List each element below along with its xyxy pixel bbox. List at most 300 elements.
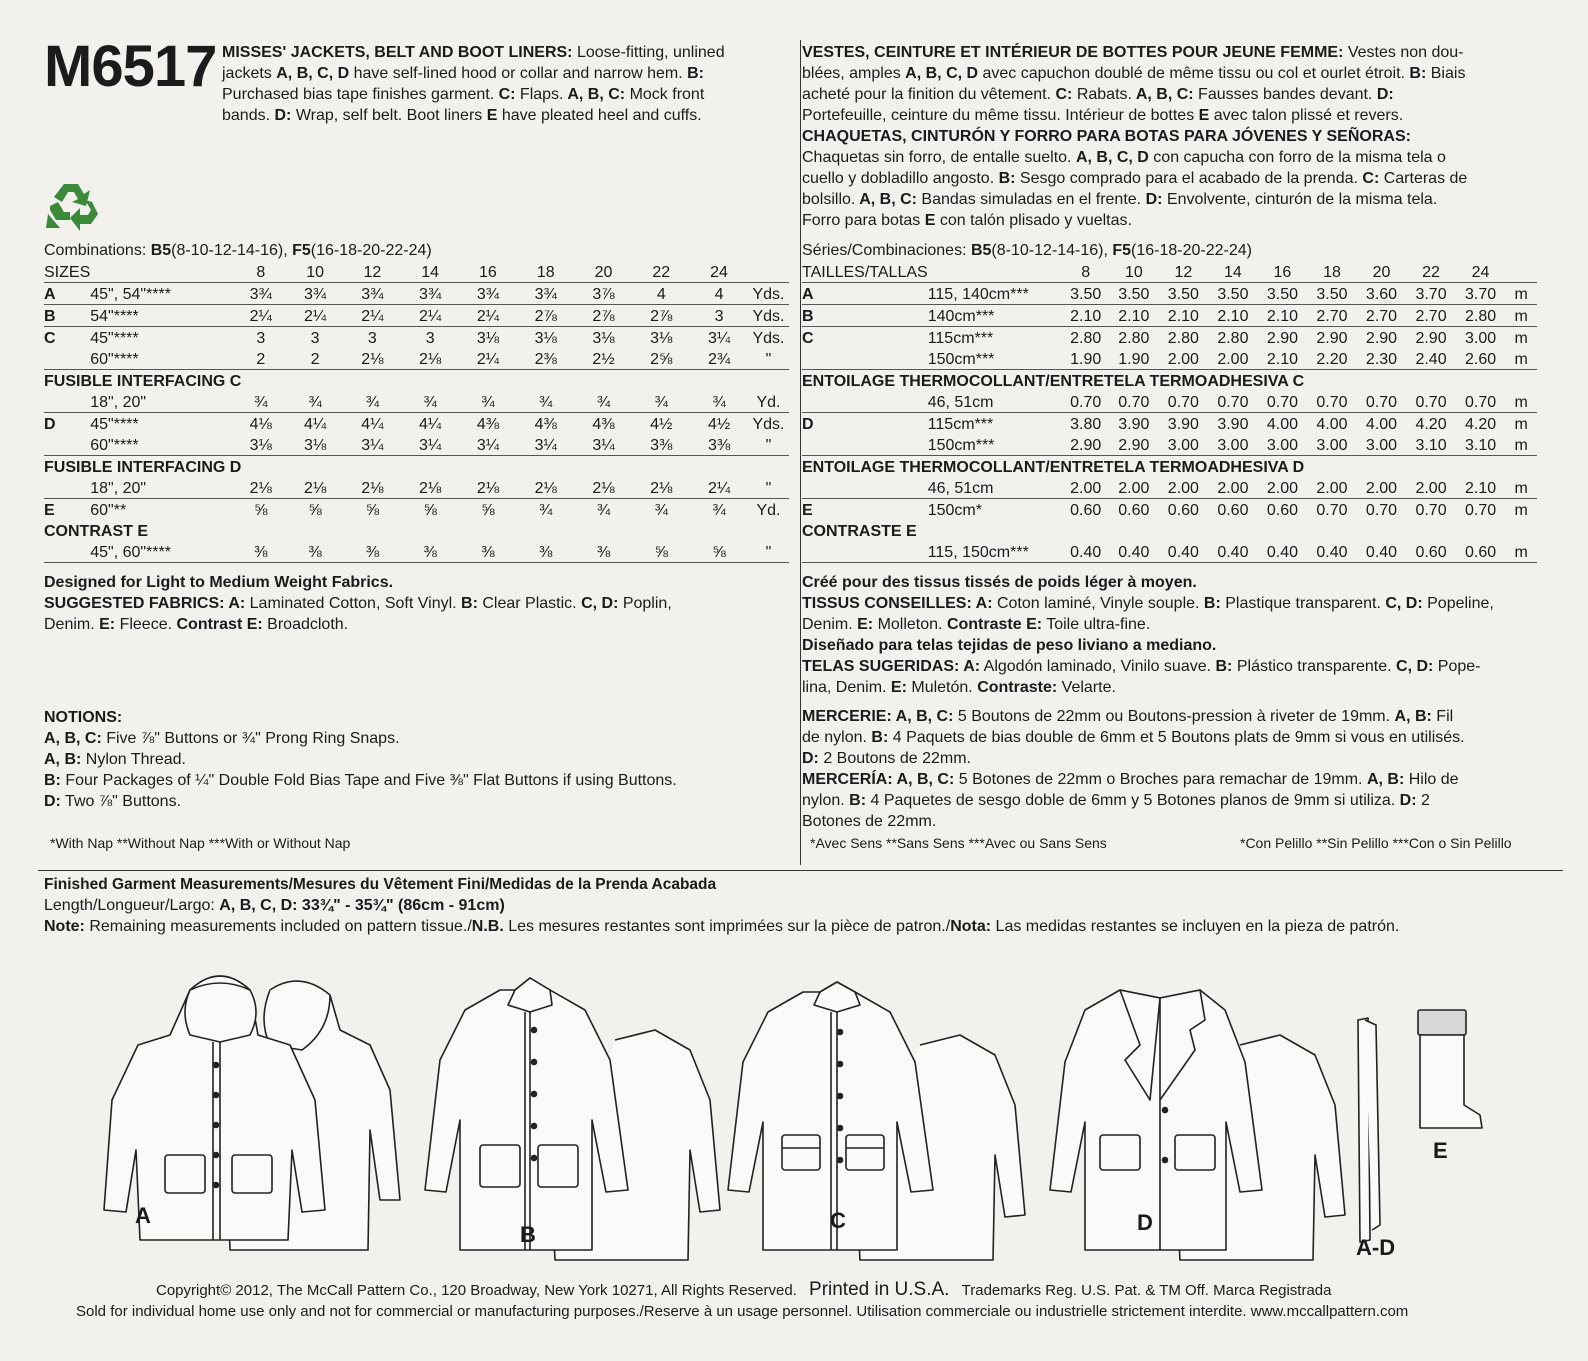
yardage-value: 2.00: [1159, 477, 1209, 499]
view-letter: [44, 541, 90, 563]
view-letter: D: [802, 416, 814, 433]
section-heading: FUSIBLE INTERFACING C: [44, 373, 242, 390]
yardage-value: ⅝: [254, 502, 268, 519]
header-cell: 22: [632, 261, 690, 283]
fabric-line: Diseñado para telas tejidas de peso liviano a mediano.: [802, 637, 1217, 654]
yardage-value: 2.00: [1406, 477, 1456, 499]
header-cell: 16: [459, 261, 517, 283]
fabric-width: 45"****: [90, 416, 139, 433]
header-cell: 14: [1208, 261, 1258, 283]
desc-line: bands. D: Wrap, self belt. Boot liners E have pleated heel and cuffs.: [222, 107, 702, 124]
yardage-value: 0.40: [1357, 541, 1407, 563]
yardage-value: 4.00: [1316, 416, 1348, 433]
trademark-text: Trademarks Reg. U.S. Pat. & TM Off. Marca Registrada: [961, 1282, 1332, 1299]
view-letter: A: [802, 283, 928, 305]
fr-es-description: [802, 42, 1542, 231]
header-cell: SIZES: [44, 261, 90, 283]
header-cell: 8: [235, 261, 287, 283]
yardage-value: ⅝: [308, 502, 322, 519]
table-row: [802, 541, 1537, 563]
notion-line: MERCERIE: A, B, C: 5 Boutons de 22mm ou Boutons-pression à riveter de 19mm. A, B: Fil: [802, 708, 1454, 725]
unit: Yds.: [752, 416, 785, 433]
footnote-english: *With Nap **Without Nap ***With or Without Nap: [50, 835, 351, 851]
unit: Yd.: [756, 502, 781, 519]
yardage-value: 2⅛: [401, 348, 459, 370]
fabric-width: 45"****: [90, 330, 139, 347]
yardage-value: 3¼: [707, 330, 731, 347]
fabric-width: 45", 60"****: [90, 541, 235, 563]
yardage-value: 2.00: [1307, 477, 1357, 499]
view-letter: [802, 348, 928, 370]
fabric-width: 115cm***: [927, 330, 994, 347]
copyright-text: Copyright© 2012, The McCall Pattern Co., 120 Broadway, New York 10271, All Rights Reserved.: [156, 1282, 797, 1299]
fabric-width: 60"****: [90, 348, 235, 370]
yardage-value: 3.50: [1208, 283, 1258, 305]
header-cell: 12: [343, 261, 401, 283]
yardage-value: ¾: [539, 502, 553, 519]
yardage-value: 1.90: [1062, 348, 1109, 370]
yardage-value: 0.70: [1307, 391, 1357, 413]
yardage-value: 2⅝: [632, 348, 690, 370]
length-label: Length/Longueur/Largo:: [44, 897, 220, 914]
yardage-value: 3⅛: [476, 330, 500, 347]
yardage-value: 0.60: [1456, 541, 1506, 563]
yardage-value: 0.60: [1167, 502, 1199, 519]
english-title: MISSES' JACKETS, BELT AND BOOT LINERS:: [222, 44, 573, 61]
desc-line: Chaquetas sin forro, de entalle suelto. A, B, C, D con capucha con forro de la misma tela o: [802, 149, 1446, 166]
yardage-value: 0.70: [1415, 502, 1447, 519]
table-row: [802, 370, 1537, 392]
unit: m: [1514, 330, 1528, 347]
yardage-value: 2¼: [401, 305, 459, 327]
yardage-value: 3.10: [1456, 434, 1506, 456]
label-view-e: E: [1433, 1138, 1448, 1163]
yardage-value: 0.70: [1406, 391, 1456, 413]
measurements-length: [44, 895, 505, 916]
header-cell: 10: [287, 261, 344, 283]
yardage-value: 4: [690, 283, 748, 305]
table-row: [44, 305, 789, 327]
pattern-code: M6517: [44, 34, 217, 99]
section-heading: ENTOILAGE THERMOCOLLANT/ENTRETELA TERMOADHESIVA C: [802, 373, 1305, 390]
yardage-value: 0.60: [1118, 502, 1150, 519]
footnote-french: *Avec Sens **Sans Sens ***Avec ou Sans Sens: [810, 835, 1107, 851]
yardage-value: 0.70: [1456, 391, 1506, 413]
yardage-value: 3.70: [1406, 283, 1456, 305]
header-cell: 10: [1109, 261, 1159, 283]
label-view-a: A: [135, 1203, 151, 1228]
yardage-value: 0.40: [1109, 541, 1159, 563]
yardage-value: 0.40: [1208, 541, 1258, 563]
yardage-value: 3¾: [517, 283, 575, 305]
header-cell: 8: [1062, 261, 1109, 283]
yardage-value: 2⅞: [632, 305, 690, 327]
yardage-value: 2½: [575, 348, 633, 370]
table-row: [44, 520, 789, 541]
yardage-value: 3⅜: [632, 434, 690, 456]
header-cell: 18: [517, 261, 575, 283]
table-row: [802, 413, 1537, 435]
yardage-value: 2.10: [1159, 305, 1209, 327]
header-cell: 18: [1307, 261, 1357, 283]
yardage-value: 1.90: [1109, 348, 1159, 370]
yardage-value: ⅜: [517, 541, 575, 563]
table-row: [44, 541, 789, 563]
yardage-value: ¾: [287, 391, 344, 413]
yardage-value: ⅝: [423, 502, 437, 519]
yardage-value: 2.90: [1266, 330, 1298, 347]
fabric-width: 115cm***: [927, 416, 994, 433]
copyright-line-1: [156, 1279, 1331, 1301]
notion-line: nylon. B: 4 Paquetes de sesgo doble de 6mm y 5 Botones planos de 9mm si utiliza. D: 2: [802, 792, 1430, 809]
table-row: [44, 348, 789, 370]
yardage-value: 0.70: [1357, 391, 1407, 413]
english-description: [222, 42, 792, 126]
fabric-line: Créé pour des tissus tissés de poids léger à moyen.: [802, 574, 1197, 591]
fabric-line: TISSUS CONSEILLES: A: Coton laminé, Vinyle souple. B: Plastique transparent. C, D: Popeline,: [802, 595, 1494, 612]
yardage-value: 3⅛: [650, 330, 673, 347]
yardage-value: ⅜: [401, 541, 459, 563]
yardage-value: 3: [310, 330, 320, 347]
yardage-value: 0.70: [1062, 391, 1109, 413]
desc-line: Portefeuille, ceinture du même tissu. Intérieur de bottes E avec talon plissé et revers.: [802, 107, 1404, 124]
table-row: [802, 520, 1537, 541]
section-heading: ENTOILAGE THERMOCOLLANT/ENTRETELA TERMOADHESIVA D: [802, 459, 1305, 476]
table-row: [802, 327, 1537, 349]
table-row: [802, 456, 1537, 478]
table-row: [44, 413, 789, 435]
yardage-value: 0.60: [1406, 541, 1456, 563]
view-letter: C: [44, 330, 56, 347]
desc-line: jackets A, B, C, D have self-lined hood or collar and narrow hem. B:: [222, 65, 704, 82]
yardage-value: 3.00: [1208, 434, 1258, 456]
yardage-value: ¾: [632, 391, 690, 413]
yardage-value: 0.70: [1258, 391, 1308, 413]
unit: Yds.: [748, 305, 789, 327]
notion-line: D: Two ⅞" Buttons.: [44, 793, 182, 810]
english-combinations: Combinations: B5(8-10-12-14-16), F5(16-18-20-22-24): [44, 242, 432, 259]
yardage-value: 3.90: [1118, 416, 1150, 433]
yardage-value: 3.00: [1258, 434, 1308, 456]
yardage-value: 3¾: [401, 283, 459, 305]
fabric-width: 140cm***: [928, 305, 1063, 327]
header-cell: TAILLES/TALLAS: [802, 261, 928, 283]
measurements-note: Note: Remaining measurements included on pattern tissue./N.B. Les mesures restantes sont imprimées sur la pièce de patron./Nota: Las medidas restantes se incluyen en la pieza de patrón.: [44, 918, 1400, 935]
yardage-value: 4.20: [1464, 416, 1497, 433]
yardage-value: 3: [256, 330, 266, 347]
header-cell: [90, 261, 235, 283]
fabric-width: 150cm*: [927, 502, 982, 519]
view-letter: [44, 391, 90, 413]
fabric-line: Denim. E: Molleton. Contraste E: Toile ultra-fine.: [802, 616, 1151, 633]
yardage-value: 4.20: [1415, 416, 1447, 433]
table-header-row: [44, 261, 789, 283]
yardage-value: ¾: [235, 391, 287, 413]
fabric-width: 115, 150cm***: [928, 541, 1063, 563]
view-letter: E: [44, 502, 55, 519]
yardage-value: ⅜: [343, 541, 401, 563]
yardage-value: 3.50: [1258, 283, 1308, 305]
header-cell: [748, 261, 789, 283]
fabric-width: 115, 140cm***: [928, 283, 1063, 305]
view-letter: [802, 477, 928, 499]
table-row: [44, 283, 789, 305]
desc-line: Loose-fitting, unlined: [572, 44, 725, 61]
unit: ": [748, 434, 789, 456]
yardage-value: 3: [367, 330, 377, 347]
yardage-value: 4¼: [419, 416, 442, 433]
yardage-value: 2.00: [1208, 348, 1258, 370]
desc-line: blées, amples A, B, C, D avec capuchon doublé de même tissu ou col et ourlet étroit. B: Biais: [802, 65, 1466, 82]
yardage-value: 3.50: [1307, 283, 1357, 305]
unit: m: [1514, 416, 1528, 433]
yardage-value: 2¼: [459, 305, 517, 327]
metric-yardage-table: [802, 261, 1537, 563]
yardage-value: 2⅞: [575, 305, 633, 327]
unit: Yds.: [748, 283, 789, 305]
yardage-value: 2.90: [1316, 330, 1348, 347]
yardage-value: 2⅛: [632, 477, 690, 499]
yardage-value: 0.60: [1266, 502, 1298, 519]
header-cell: [1505, 261, 1537, 283]
unit: Yd.: [748, 391, 789, 413]
yardage-value: 3: [690, 305, 748, 327]
yardage-value: ¾: [343, 391, 401, 413]
yardage-value: 2.20: [1307, 348, 1357, 370]
yardage-value: 2.10: [1208, 305, 1258, 327]
yardage-value: 3¼: [459, 434, 517, 456]
unit: m: [1505, 541, 1537, 563]
yardage-value: 4: [632, 283, 690, 305]
footnote-spanish: *Con Pelillo **Sin Pelillo ***Con o Sin Pelillo: [1240, 835, 1512, 851]
yardage-value: 3¾: [343, 283, 401, 305]
desc-line: Forro para botas E con talón plisado y vueltas.: [802, 212, 1132, 229]
fabric-width: 60"**: [90, 502, 127, 519]
header-cell: [928, 261, 1063, 283]
yardage-value: 0.70: [1208, 391, 1258, 413]
yardage-value: 3.50: [1109, 283, 1159, 305]
yardage-value: 2¼: [287, 305, 344, 327]
yardage-value: ⅜: [459, 541, 517, 563]
table-header-row: [802, 261, 1537, 283]
header-cell: 20: [575, 261, 633, 283]
yardage-value: 3¾: [287, 283, 344, 305]
desc-line: acheté pour la finition du vêtement. C: Rabats. A, B, C: Fausses bandes devant. D:: [802, 86, 1394, 103]
yardage-value: 2⅛: [343, 477, 401, 499]
view-letter: [802, 391, 928, 413]
yardage-value: 0.40: [1159, 541, 1209, 563]
unit: ": [748, 348, 789, 370]
yardage-value: 0.40: [1307, 541, 1357, 563]
yardage-value: ¾: [459, 391, 517, 413]
header-cell: 14: [401, 261, 459, 283]
yardage-value: 2⅛: [235, 477, 287, 499]
yardage-value: ¾: [401, 391, 459, 413]
view-letter: A: [44, 283, 90, 305]
yardage-value: 2⅛: [343, 348, 401, 370]
header-cell: 16: [1258, 261, 1308, 283]
yardage-value: ⅜: [575, 541, 633, 563]
view-letter: [44, 434, 90, 456]
english-notions: [44, 707, 789, 812]
column-divider: [800, 40, 801, 865]
unit: m: [1505, 391, 1537, 413]
metric-combinations: Séries/Combinaciones: B5(8-10-12-14-16), F5(16-18-20-22-24): [802, 242, 1252, 259]
table-row: [802, 499, 1537, 521]
yardage-value: 2.10: [1109, 305, 1159, 327]
yardage-value: 2.80: [1456, 305, 1506, 327]
yardage-value: 3⅛: [592, 330, 615, 347]
english-yardage-table: [44, 261, 789, 563]
yardage-value: 2¼: [459, 348, 517, 370]
table-row: [44, 434, 789, 456]
yardage-value: 3¾: [459, 283, 517, 305]
yardage-value: 2.30: [1357, 348, 1407, 370]
fr-es-fabrics: [802, 572, 1547, 698]
yardage-value: 3⅞: [575, 283, 633, 305]
yardage-value: 3: [425, 330, 435, 347]
yardage-value: 0.60: [1217, 502, 1249, 519]
yardage-value: 0.40: [1258, 541, 1308, 563]
yardage-value: 2¼: [690, 477, 748, 499]
yardage-value: 2.10: [1258, 348, 1308, 370]
section-heading: CONTRASTE E: [802, 523, 917, 540]
view-letter: [44, 348, 90, 370]
recycle-icon: [44, 178, 100, 234]
view-letter: C: [802, 330, 814, 347]
yardage-value: 3.00: [1464, 330, 1497, 347]
yardage-value: 2.00: [1258, 477, 1308, 499]
yardage-value: 3.90: [1217, 416, 1249, 433]
yardage-value: 4⅛: [249, 416, 272, 433]
yardage-value: 2.10: [1062, 305, 1109, 327]
yardage-value: 0.60: [1070, 502, 1102, 519]
unit: m: [1505, 305, 1537, 327]
yardage-value: ⅝: [365, 502, 380, 519]
yardage-value: 2.40: [1406, 348, 1456, 370]
notion-line: A, B, C: Five ⅞" Buttons or ¾" Prong Ring Snaps.: [44, 730, 400, 747]
yardage-value: 2.00: [1208, 477, 1258, 499]
view-letter: D: [44, 416, 56, 433]
yardage-value: 2: [235, 348, 287, 370]
yardage-value: 4⅜: [476, 416, 500, 433]
table-row: [802, 348, 1537, 370]
section-divider: [38, 870, 1563, 871]
unit: ": [748, 477, 789, 499]
yardage-value: 4½: [650, 416, 673, 433]
yardage-value: 2.90: [1415, 330, 1447, 347]
unit: ": [748, 541, 789, 563]
table-row: [44, 499, 789, 521]
yardage-value: 4½: [707, 416, 731, 433]
label-view-b: B: [520, 1222, 536, 1247]
yardage-value: 2.70: [1307, 305, 1357, 327]
notion-line: Botones de 22mm.: [802, 813, 937, 830]
label-view-c: C: [830, 1208, 846, 1233]
copyright-line-2: Sold for individual home use only and not for commercial or manufacturing purposes./Reserve à un usage personnel. Utilisation commerciale ou industrielle strictement interdite. www.mccallpattern.com: [76, 1303, 1409, 1320]
table-row: [44, 391, 789, 413]
yardage-value: 2.70: [1357, 305, 1407, 327]
yardage-value: 3.00: [1159, 434, 1209, 456]
unit: Yds.: [752, 330, 785, 347]
yardage-value: 2⅛: [517, 477, 575, 499]
yardage-value: 3.90: [1167, 416, 1199, 433]
notion-line: B: Four Packages of ¼" Double Fold Bias Tape and Five ⅜" Flat Buttons if using Buttons.: [44, 772, 677, 789]
desc-line: cuello y dobladillo angosto. B: Sesgo comprado para el acabado de la prenda. C: Carteras de: [802, 170, 1468, 187]
desc-line: CHAQUETAS, CINTURÓN Y FORRO PARA BOTAS PARA JÓVENES Y SEÑORAS:: [802, 128, 1411, 145]
yardage-value: 0.70: [1159, 391, 1209, 413]
yardage-value: 3.00: [1307, 434, 1357, 456]
fabric-line: Denim. E: Fleece. Contrast E: Broadcloth.: [44, 616, 349, 633]
yardage-value: 4¼: [361, 416, 384, 433]
yardage-value: 3¾: [235, 283, 287, 305]
notion-line: MERCERÍA: A, B, C: 5 Botones de 22mm o Broches para remachar de 19mm. A, B: Hilo de: [802, 771, 1459, 788]
yardage-value: 2⅛: [401, 477, 459, 499]
notion-line: D: 2 Boutons de 22mm.: [802, 750, 971, 767]
yardage-value: ¾: [690, 391, 748, 413]
notion-line: NOTIONS:: [44, 709, 123, 726]
desc-line: bolsillo. A, B, C: Bandas simuladas en el frente. D: Envolvente, cinturón de la misma tela.: [802, 191, 1438, 208]
view-letter: [802, 541, 928, 563]
header-cell: 22: [1406, 261, 1456, 283]
desc-line: Purchased bias tape finishes garment. C: Flaps. A, B, C: Mock front: [222, 86, 705, 103]
yardage-value: 3¼: [401, 434, 459, 456]
yardage-value: 2⅛: [575, 477, 633, 499]
fabric-width: 54"****: [90, 305, 235, 327]
yardage-value: 4.00: [1266, 416, 1298, 433]
yardage-value: 3¼: [575, 434, 633, 456]
yardage-value: 4⅜: [592, 416, 615, 433]
yardage-value: 2¼: [343, 305, 401, 327]
notion-line: de nylon. B: 4 Paquets de bias double de 6mm et 5 Boutons plats de 9mm si vous en utilisés.: [802, 729, 1465, 746]
yardage-value: 2: [287, 348, 344, 370]
yardage-value: 3.60: [1357, 283, 1407, 305]
yardage-value: 3¼: [517, 434, 575, 456]
yardage-value: 3⅛: [235, 434, 287, 456]
yardage-value: 3.50: [1062, 283, 1109, 305]
table-row: [44, 477, 789, 499]
view-letter: B: [802, 305, 928, 327]
label-view-a-d: A-D: [1356, 1235, 1396, 1260]
yardage-value: 4¼: [303, 416, 327, 433]
notion-line: A, B: Nylon Thread.: [44, 751, 186, 768]
fr-es-notions: [802, 706, 1547, 832]
yardage-value: 2.60: [1456, 348, 1506, 370]
yardage-value: 2.70: [1406, 305, 1456, 327]
table-row: [44, 370, 789, 392]
fabric-line: Designed for Light to Medium Weight Fabrics.: [44, 574, 394, 591]
view-letter: E: [802, 502, 813, 519]
fabric-width: 46, 51cm: [928, 477, 1063, 499]
yardage-value: 2.80: [1217, 330, 1249, 347]
garment-illustrations: [40, 950, 1550, 1270]
table-row: [802, 305, 1537, 327]
unit: m: [1505, 434, 1537, 456]
fabric-width: 60"****: [90, 434, 235, 456]
yardage-value: 2.00: [1062, 477, 1109, 499]
view-ad-belt: [1358, 1018, 1380, 1242]
yardage-value: 4.00: [1365, 416, 1398, 433]
yardage-value: ¾: [517, 391, 575, 413]
yardage-value: 3⅛: [287, 434, 344, 456]
yardage-value: ¾: [712, 502, 726, 519]
yardage-value: 0.70: [1109, 391, 1159, 413]
section-heading: CONTRAST E: [44, 523, 148, 540]
yardage-value: 2.80: [1167, 330, 1199, 347]
table-row: [44, 327, 789, 349]
unit: m: [1505, 348, 1537, 370]
view-letter: [44, 477, 90, 499]
